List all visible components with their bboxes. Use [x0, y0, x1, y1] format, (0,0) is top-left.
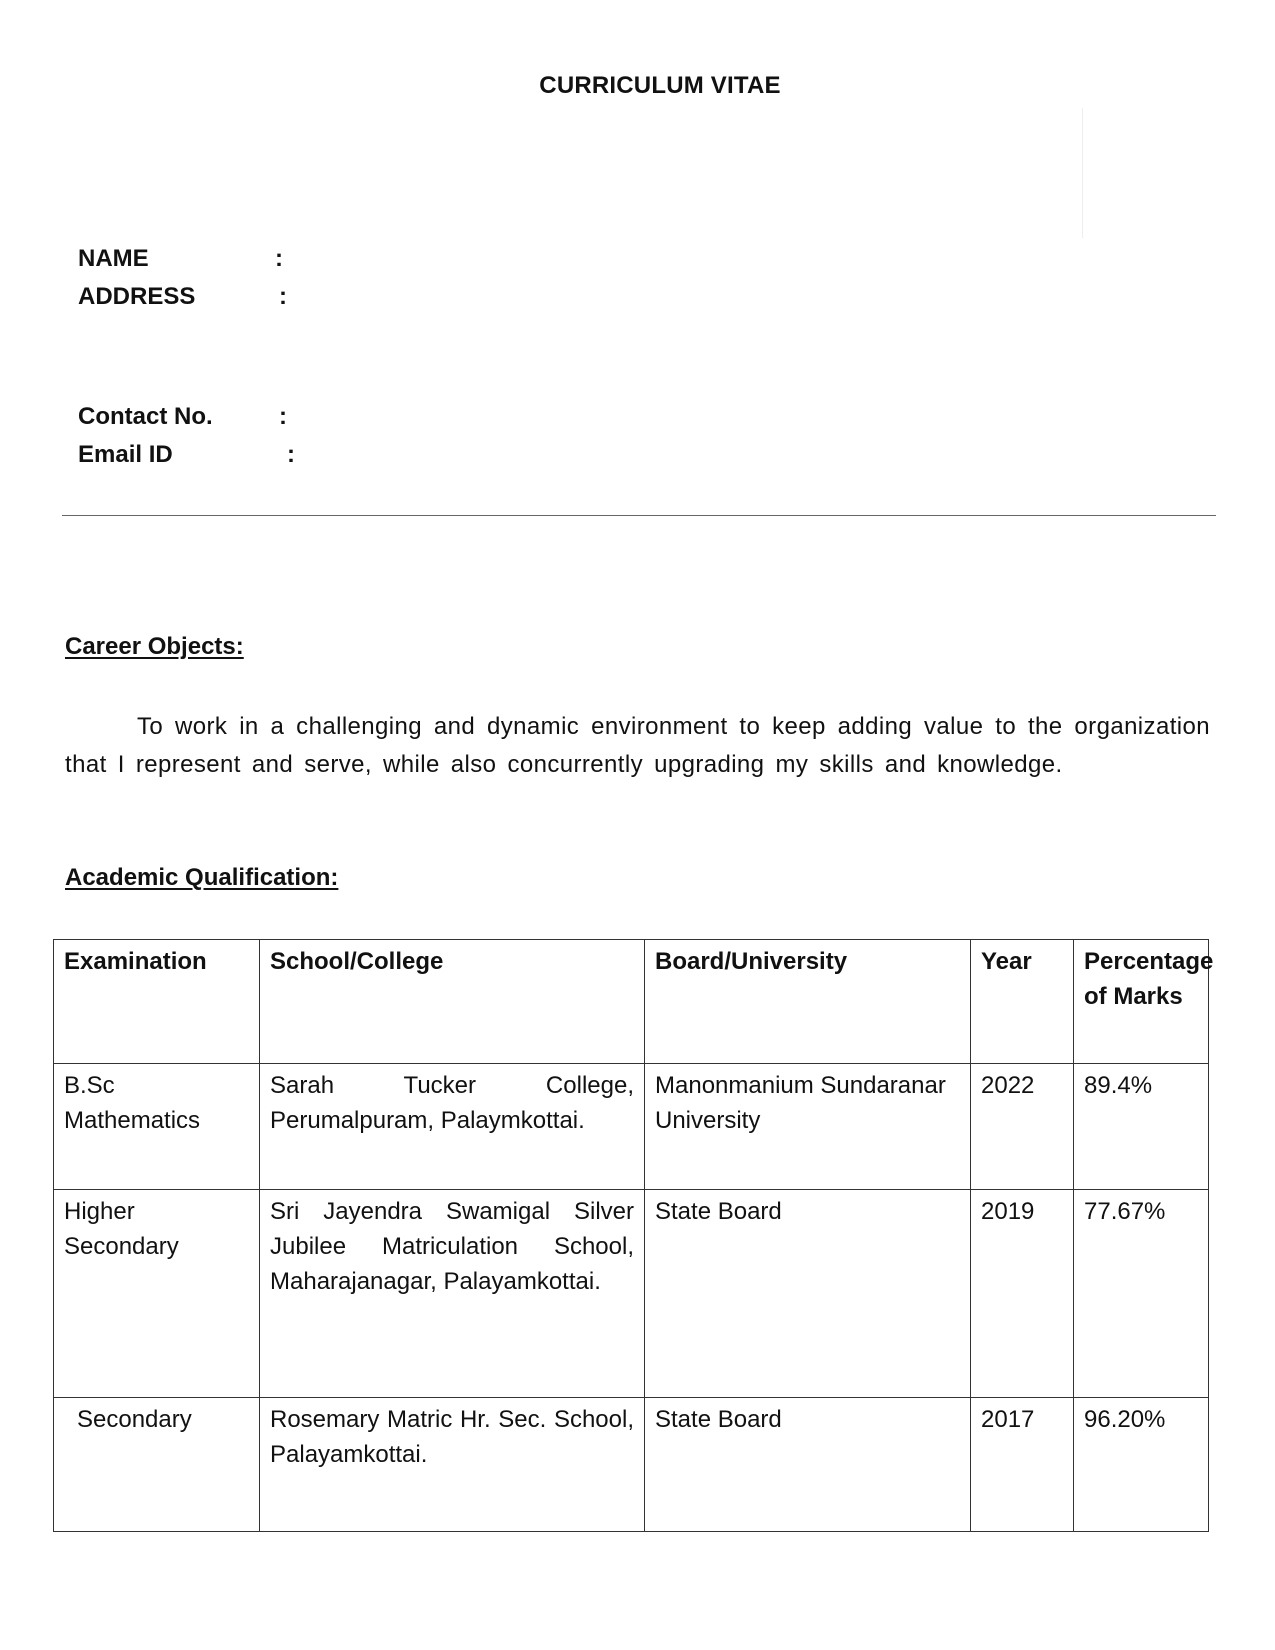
- cell-school: Sri Jayendra Swamigal Silver Jubilee Matriculation School, Maharajanagar, Palayamkottai.: [260, 1190, 645, 1398]
- cell-percentage: 89.4%: [1074, 1064, 1209, 1190]
- name-separator: :: [275, 245, 283, 272]
- cell-examination: Secondary: [54, 1398, 260, 1532]
- career-heading: Career Objects:: [65, 633, 244, 660]
- cell-school: Rosemary Matric Hr. Sec. School, Palayamkottai.: [260, 1398, 645, 1532]
- address-label: ADDRESS: [78, 283, 196, 310]
- cell-percentage: 96.20%: [1074, 1398, 1209, 1532]
- email-separator: :: [287, 441, 295, 468]
- email-label: Email ID: [78, 441, 173, 468]
- cell-percentage: 77.67%: [1074, 1190, 1209, 1398]
- name-label: NAME: [78, 245, 149, 272]
- academic-table: [53, 939, 1214, 1532]
- address-separator: :: [279, 283, 287, 310]
- cell-board: State Board: [645, 1398, 971, 1532]
- cell-school: Sarah Tucker College, Perumalpuram, Palaymkottai.: [260, 1064, 645, 1190]
- cell-board: Manonmanium Sundaranar University: [645, 1064, 971, 1190]
- column-header-year: Year: [971, 940, 1074, 1064]
- career-objective-text: To work in a challenging and dynamic environment to keep adding value to the organization that I represent and serve, while also concurrently upgrading my skills and knowledge.: [65, 713, 1210, 778]
- cell-year: 2017: [971, 1398, 1074, 1532]
- document-title: CURRICULUM VITAE: [539, 72, 781, 99]
- contact-separator: :: [279, 403, 287, 430]
- cell-examination: Higher Secondary: [54, 1190, 260, 1398]
- cell-board: State Board: [645, 1190, 971, 1398]
- table-header-row: [54, 940, 1209, 1064]
- column-header-board: Board/University: [645, 940, 971, 1064]
- column-header-school: School/College: [260, 940, 645, 1064]
- column-header-percentage: Percentage of Marks: [1074, 940, 1209, 1064]
- cell-year: 2019: [971, 1190, 1074, 1398]
- column-header-examination: Examination: [54, 940, 260, 1064]
- cell-examination: B.Sc Mathematics: [54, 1064, 260, 1190]
- table-row: [54, 1064, 1209, 1190]
- academic-heading: Academic Qualification:: [65, 864, 339, 891]
- header-divider: [62, 515, 1216, 516]
- table-row: [54, 1398, 1209, 1532]
- table-row: [54, 1190, 1209, 1398]
- contact-label: Contact No.: [78, 403, 213, 430]
- cell-year: 2022: [971, 1064, 1074, 1190]
- photo-placeholder-edge: [1082, 108, 1083, 238]
